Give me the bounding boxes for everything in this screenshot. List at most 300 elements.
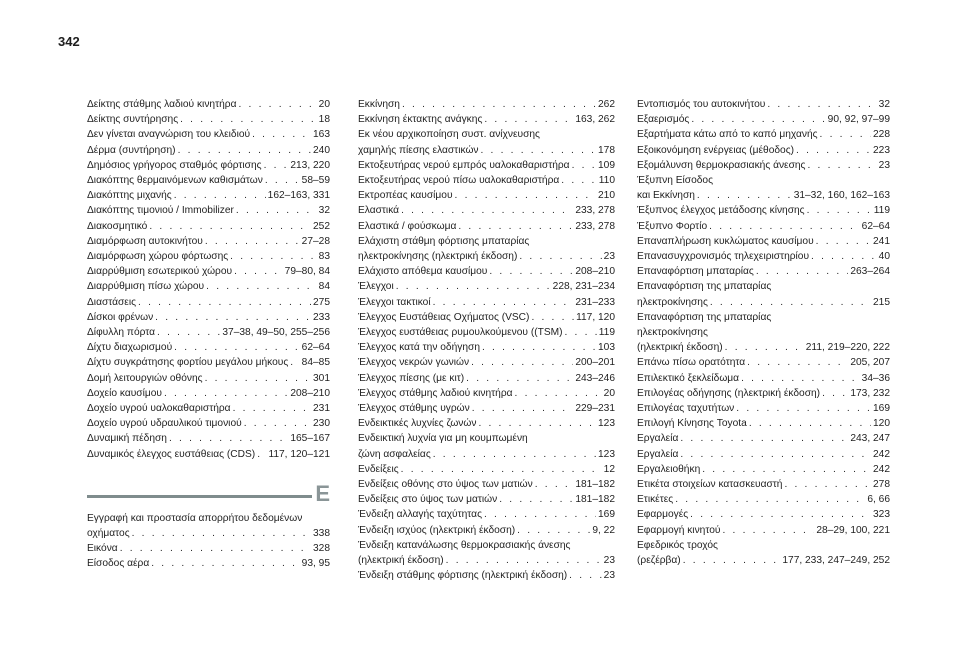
index-entry-pages: 210 bbox=[598, 190, 615, 202]
index-entry-title: Έξυπνο Φορτίο bbox=[637, 220, 708, 232]
index-entry-pages: 165–167 bbox=[290, 433, 330, 445]
index-entry bbox=[87, 188, 330, 203]
index-entry bbox=[358, 340, 615, 355]
dot-leader bbox=[290, 355, 299, 370]
index-entry bbox=[87, 541, 330, 556]
index-entry bbox=[87, 556, 330, 571]
index-entry bbox=[637, 386, 890, 401]
index-entry-pages: 215 bbox=[873, 296, 890, 308]
index-entry-pages: 181–182 bbox=[575, 494, 615, 506]
index-entry-title: Δίχτυ συγκράτησης φορτίου μεγάλου μήκους bbox=[87, 357, 289, 369]
index-entry-title: Έξυπνος έλεγχος μετάδοσης κίνησης bbox=[637, 205, 805, 217]
dot-leader bbox=[747, 355, 848, 370]
dot-leader bbox=[455, 188, 596, 203]
dot-leader bbox=[264, 158, 289, 173]
index-entry bbox=[87, 310, 330, 325]
index-entry-title: Έλεγχοι τακτικοί bbox=[358, 296, 431, 308]
index-entry-title: Δείκτης συντήρησης bbox=[87, 114, 179, 126]
index-entry bbox=[358, 219, 615, 234]
dot-leader bbox=[710, 295, 871, 310]
dot-leader bbox=[489, 264, 573, 279]
index-entry bbox=[87, 295, 330, 310]
index-entry-title: Επιλεκτικό ξεκλείδωμα bbox=[637, 372, 740, 384]
index-entry-title: Εικόνα bbox=[87, 543, 118, 555]
index-entry bbox=[358, 97, 615, 112]
index-entry bbox=[637, 158, 890, 173]
dot-leader bbox=[680, 447, 871, 462]
index-entry-pages: 241 bbox=[873, 235, 890, 247]
index-entry bbox=[637, 112, 890, 127]
dot-leader bbox=[174, 340, 300, 355]
index-entry-title: Διαρρύθμιση εσωτερικού χώρου bbox=[87, 266, 233, 278]
index-column-2 bbox=[358, 97, 615, 584]
index-entry bbox=[637, 143, 890, 158]
dot-leader bbox=[816, 234, 871, 249]
dot-leader bbox=[205, 371, 311, 386]
index-entry-continued: Εφεδρικός τροχός bbox=[637, 539, 718, 551]
index-entry-title: Εξαρτήματα κάτω από το καπό μηχανής bbox=[637, 129, 818, 141]
index-entry-title: Διακοσμητικό bbox=[87, 220, 148, 232]
dot-leader bbox=[517, 523, 590, 538]
dot-leader bbox=[396, 279, 551, 294]
index-entry bbox=[637, 462, 890, 477]
index-entry-pages: 119 bbox=[873, 205, 890, 217]
dot-leader bbox=[252, 127, 311, 142]
index-entry-title: Δείκτης στάθμης λαδιού κινητήρα bbox=[87, 99, 237, 110]
index-entry-title: Επιλογέας οδήγησης (ηλεκτρική έκδοση) bbox=[637, 387, 821, 399]
index-entry bbox=[637, 97, 890, 112]
index-entry-pages: 123 bbox=[598, 448, 615, 460]
index-entry-title: ηλεκτροκίνησης (ηλεκτρική έκδοση) bbox=[358, 251, 518, 263]
index-entry-title: Ετικέτες bbox=[637, 494, 674, 506]
dot-leader bbox=[257, 447, 266, 462]
dot-leader bbox=[178, 143, 311, 158]
index-entry-title: Έλεγχος κατά την οδήγηση bbox=[358, 342, 480, 354]
dot-leader bbox=[796, 143, 871, 158]
index-entry-pages: 117, 120–121 bbox=[268, 448, 330, 460]
index-entry-pages: 323 bbox=[873, 509, 890, 521]
index-entry-pages: 163 bbox=[313, 129, 330, 141]
index-entry-title: Επαναπλήρωση κυκλώματος καυσίμου bbox=[637, 235, 814, 247]
index-entry bbox=[358, 325, 615, 340]
dot-leader bbox=[433, 447, 596, 462]
index-entry bbox=[358, 173, 615, 188]
index-entry-title: Ένδειξη στάθμης φόρτισης (ηλεκτρική έκδοση) bbox=[358, 570, 568, 582]
index-entry bbox=[637, 416, 890, 431]
dot-leader bbox=[820, 127, 871, 142]
index-entry bbox=[637, 477, 890, 492]
index-entry-pages: 83 bbox=[318, 251, 330, 263]
index-entry-pages: 90, 92, 97–99 bbox=[827, 114, 890, 126]
index-entry-pages: 243–246 bbox=[575, 372, 615, 384]
index-entry bbox=[358, 371, 615, 386]
dot-leader bbox=[205, 234, 300, 249]
index-entry bbox=[637, 523, 890, 538]
index-entry-pages: 120 bbox=[873, 418, 890, 430]
index-entry-pages: 223 bbox=[873, 144, 890, 156]
index-entry-title: Εξαερισμός bbox=[637, 114, 690, 126]
dot-leader bbox=[120, 541, 311, 556]
dot-leader bbox=[233, 401, 311, 416]
index-entry-pages: 18 bbox=[318, 114, 330, 126]
index-entry-continued: Έξυπνη Είσοδος bbox=[637, 175, 713, 187]
index-entry-pages: 37–38, 49–50, 255–256 bbox=[222, 327, 330, 339]
dot-leader bbox=[697, 188, 792, 203]
index-entry bbox=[358, 355, 615, 370]
index-entry-title: Εξοικονόμηση ενέργειας (μέθοδος) bbox=[637, 144, 795, 156]
index-entry-title: Δυναμική πέδηση bbox=[87, 433, 167, 445]
dot-leader bbox=[484, 112, 573, 127]
index-entry-title: Ετικέτα στοιχείων κατασκευαστή bbox=[637, 479, 783, 491]
index-entry-pages: 23 bbox=[603, 570, 615, 582]
dot-leader bbox=[691, 112, 825, 127]
index-entry-title: (ηλεκτρική έκδοση) bbox=[637, 342, 723, 354]
index-entry-pages: 177, 233, 247–249, 252 bbox=[782, 555, 890, 567]
index-entry-pages: 109 bbox=[598, 159, 615, 171]
index-entry-title: Δέρμα (συντήρηση) bbox=[87, 144, 176, 156]
index-entry bbox=[87, 97, 330, 112]
index-entry bbox=[87, 279, 330, 294]
index-entry-pages: 31–32, 160, 162–163 bbox=[793, 190, 890, 202]
dot-leader bbox=[180, 112, 317, 127]
index-entry-pages: 110 bbox=[598, 175, 615, 187]
dot-leader bbox=[151, 556, 299, 571]
index-entry-title: (ηλεκτρική έκδοση) bbox=[358, 555, 444, 567]
dot-leader bbox=[519, 249, 601, 264]
dot-leader bbox=[722, 523, 814, 538]
index-entry-pages: 243, 247 bbox=[850, 433, 890, 445]
index-entry bbox=[87, 526, 330, 541]
index-entry-title: Εργαλεία bbox=[637, 448, 679, 460]
index-entry-title: Έλεγχος πίεσης (με κιτ) bbox=[358, 372, 465, 384]
index-entry-title: Εργαλειοθήκη bbox=[637, 463, 701, 475]
index-entry bbox=[637, 492, 890, 507]
index-entry bbox=[358, 462, 615, 477]
index-entry-pages: 27–28 bbox=[301, 235, 330, 247]
index-entry bbox=[87, 112, 330, 127]
index-entry-continued: Εκ νέου αρχικοποίηση συστ. ανίχνευσης bbox=[358, 129, 540, 141]
dot-leader bbox=[402, 97, 596, 112]
index-entry-title: Δημόσιος γρήγορος σταθμός φόρτισης bbox=[87, 159, 262, 171]
index-entry-title: Εφαρμογή κινητού bbox=[637, 524, 721, 536]
dot-leader bbox=[482, 340, 596, 355]
index-entry-pages: 301 bbox=[313, 372, 330, 384]
index-entry-pages: 275 bbox=[313, 296, 330, 308]
index-entry-title: Έλεγχος στάθμης λαδιού κινητήρα bbox=[358, 387, 513, 399]
index-entry bbox=[358, 523, 615, 538]
dot-leader bbox=[702, 462, 871, 477]
dot-leader bbox=[784, 477, 871, 492]
index-entry-title: Εφαρμογές bbox=[637, 509, 689, 521]
dot-leader bbox=[433, 295, 574, 310]
index-entry bbox=[87, 431, 330, 446]
index-entry-title: Διαστάσεις bbox=[87, 296, 137, 308]
index-entry bbox=[358, 279, 615, 294]
index-entry-pages: 213, 220 bbox=[290, 159, 330, 171]
index-entry-pages: 242 bbox=[873, 463, 890, 475]
index-entry-pages: 262 bbox=[598, 99, 615, 110]
dot-leader bbox=[234, 264, 283, 279]
index-entry-title: οχήματος bbox=[87, 528, 130, 540]
index-entry-title: Ένδειξη ισχύος (ηλεκτρική έκδοση) bbox=[358, 524, 516, 536]
index-entry-pages: 28–29, 100, 221 bbox=[816, 524, 890, 536]
index-entry-pages: 84 bbox=[318, 281, 330, 293]
index-entry bbox=[358, 507, 615, 522]
index-entry-title: Δεν γίνεται αναγνώριση του κλειδιού bbox=[87, 129, 251, 141]
index-entry-pages: 32 bbox=[318, 205, 330, 217]
index-entry-pages: 32 bbox=[878, 99, 890, 110]
index-entry-pages: 181–182 bbox=[575, 479, 615, 491]
index-entry-pages: 205, 207 bbox=[850, 357, 890, 369]
dot-leader bbox=[206, 279, 317, 294]
index-entry-pages: 6, 66 bbox=[867, 494, 890, 506]
dot-leader bbox=[515, 386, 602, 401]
index-entry-title: Διακόπτης θερμαινόμενων καθισμάτων bbox=[87, 175, 263, 187]
index-entry-title: Είσοδος αέρα bbox=[87, 558, 150, 570]
index-entry-title: Ενδεικτικές λυχνίες ζωνών bbox=[358, 418, 477, 430]
index-entry bbox=[87, 203, 330, 218]
dot-leader bbox=[174, 188, 266, 203]
index-entry-pages: 338 bbox=[313, 528, 330, 540]
dot-leader bbox=[238, 97, 316, 112]
dot-leader bbox=[535, 477, 574, 492]
index-entry-title: Επαναφόρτιση μπαταρίας bbox=[637, 266, 754, 278]
index-entry bbox=[358, 112, 615, 127]
dot-leader bbox=[807, 203, 872, 218]
dot-leader bbox=[725, 340, 804, 355]
index-entry bbox=[87, 127, 330, 142]
index-entry-pages: 278 bbox=[873, 479, 890, 491]
section-letter-header bbox=[87, 481, 330, 509]
index-entry-title: Εντοπισμός του αυτοκινήτου bbox=[637, 99, 766, 110]
dot-leader bbox=[683, 553, 781, 568]
index-entry bbox=[358, 477, 615, 492]
index-entry-pages: 169 bbox=[873, 403, 890, 415]
index-entry bbox=[358, 310, 615, 325]
index-entry-pages: 230 bbox=[313, 418, 330, 430]
dot-leader bbox=[499, 492, 573, 507]
index-entry-title: Ελάχιστο απόθεμα καυσίμου bbox=[358, 266, 488, 278]
index-entry-title: Δίφυλλη πόρτα bbox=[87, 327, 156, 339]
dot-leader bbox=[478, 416, 596, 431]
dot-leader bbox=[466, 371, 573, 386]
index-entry bbox=[358, 386, 615, 401]
index-entry bbox=[87, 158, 330, 173]
dot-leader bbox=[446, 553, 602, 568]
index-entry-title: Επάνω πίσω ορατότητα bbox=[637, 357, 746, 369]
dot-leader bbox=[472, 401, 574, 416]
index-entry bbox=[637, 553, 890, 568]
index-entry-pages: 34–36 bbox=[861, 372, 890, 384]
page-number: 342 bbox=[58, 34, 80, 49]
index-entry-pages: 58–59 bbox=[301, 175, 330, 187]
index-entry-pages: 208–210 bbox=[290, 387, 330, 399]
index-entry-pages: 242 bbox=[873, 448, 890, 460]
index-entry-title: ζώνη ασφαλείας bbox=[358, 448, 431, 460]
index-entry-pages: 233 bbox=[313, 311, 330, 323]
index-entry bbox=[637, 401, 890, 416]
index-entry-pages: 40 bbox=[878, 251, 890, 263]
index-entry-pages: 178 bbox=[598, 144, 615, 156]
index-entry-title: και Εκκίνηση bbox=[637, 190, 695, 202]
dot-leader bbox=[149, 219, 311, 234]
index-entry-pages: 263–264 bbox=[850, 266, 890, 278]
index-entry-pages: 117, 120 bbox=[576, 311, 615, 323]
index-entry-pages: 93, 95 bbox=[301, 558, 330, 570]
index-entry bbox=[87, 416, 330, 431]
index-entry-pages: 20 bbox=[318, 99, 330, 110]
dot-leader bbox=[767, 97, 876, 112]
index-entry bbox=[358, 568, 615, 583]
index-entry-title: Διαρρύθμιση πίσω χώρου bbox=[87, 281, 205, 293]
dot-leader bbox=[531, 310, 574, 325]
index-entry-title: Επανασυγχρονισμός τηλεχειριστηρίου bbox=[637, 251, 810, 263]
index-entry bbox=[637, 340, 890, 355]
index-entry bbox=[87, 264, 330, 279]
index-entry-title: Ενδείξεις οθόνης στο ύψος των ματιών bbox=[358, 479, 533, 491]
section-divider bbox=[87, 495, 312, 498]
index-entry-pages: 20 bbox=[603, 387, 615, 399]
index-entry-title: χαμηλής πίεσης ελαστικών bbox=[358, 144, 479, 156]
index-entry-pages: 228 bbox=[873, 129, 890, 141]
index-entry-pages: 12 bbox=[603, 463, 615, 475]
index-entry-pages: 23 bbox=[603, 555, 615, 567]
index-entry bbox=[637, 203, 890, 218]
index-entry-title: Έλεγχος ευστάθειας ρυμουλκούμενου ((TSM) bbox=[358, 327, 563, 339]
index-entry bbox=[358, 553, 615, 568]
index-entry-title: Ένδειξη αλλαγής ταχύτητας bbox=[358, 509, 482, 521]
index-entry bbox=[358, 416, 615, 431]
index-entry bbox=[358, 249, 615, 264]
dot-leader bbox=[811, 249, 877, 264]
index-entry-title: Δυναμικός έλεγχος ευστάθειας (CDS) bbox=[87, 448, 256, 460]
index-entry-continued: Ενδεικτική λυχνία για μη κουμπωμένη bbox=[358, 433, 528, 445]
index-entry-title: Ελαστικά / φούσκωμα bbox=[358, 220, 457, 232]
index-entry-title: Ελαστικά bbox=[358, 205, 400, 217]
index-entry-pages: 240 bbox=[313, 144, 330, 156]
index-entry-title: Έλεγχος νεκρών γωνιών bbox=[358, 357, 470, 369]
index-entry-title: Έλεγχος στάθμης υγρών bbox=[358, 403, 470, 415]
dot-leader bbox=[236, 203, 317, 218]
index-entry-title: Ενδείξεις bbox=[358, 463, 399, 475]
index-entry-title: Εκκίνηση έκτακτης ανάγκης bbox=[358, 114, 483, 126]
index-entry-title: Εργαλεία bbox=[637, 433, 679, 445]
index-entry-pages: 103 bbox=[598, 342, 615, 354]
index-entry-title: Δοχείο υγρού υδραυλικού τιμονιού bbox=[87, 418, 242, 430]
index-entry-pages: 163, 262 bbox=[575, 114, 615, 126]
index-entry bbox=[637, 295, 890, 310]
index-entry bbox=[637, 431, 890, 446]
index-entry bbox=[637, 234, 890, 249]
index-entry-title: Εκτοξευτήρας νερού εμπρός υαλοκαθαριστήρα bbox=[358, 159, 570, 171]
index-entry bbox=[637, 249, 890, 264]
dot-leader bbox=[401, 203, 573, 218]
index-entry bbox=[87, 173, 330, 188]
index-entry-continued: Εγγραφή και προστασία απορρήτου δεδομένων bbox=[87, 512, 303, 524]
index-entry bbox=[87, 386, 330, 401]
index-column-1 bbox=[87, 97, 330, 572]
index-entry-pages: 211, 219–220, 222 bbox=[805, 342, 890, 354]
index-entry-pages: 328 bbox=[313, 543, 330, 555]
index-entry-title: Δοχείο υγρού υαλοκαθαριστήρα bbox=[87, 403, 231, 415]
index-entry bbox=[637, 188, 890, 203]
index-entry-title: Εκκίνηση bbox=[358, 99, 400, 110]
index-entry bbox=[637, 219, 890, 234]
index-entry-continued: Επαναφόρτιση της μπαταρίας bbox=[637, 311, 772, 323]
dot-leader bbox=[484, 507, 596, 522]
index-entry-pages: 119 bbox=[598, 327, 615, 339]
index-entry bbox=[358, 295, 615, 310]
index-entry bbox=[637, 447, 890, 462]
dot-leader bbox=[569, 568, 601, 583]
index-entry bbox=[358, 158, 615, 173]
index-entry-pages: 173, 232 bbox=[850, 387, 890, 399]
index-entry-title: Δοχείο καυσίμου bbox=[87, 387, 162, 399]
index-entry bbox=[637, 371, 890, 386]
index-entry-title: Δίσκοι φρένων bbox=[87, 311, 154, 323]
index-entry-title: Επιλογή Κίνησης Toyota bbox=[637, 418, 747, 430]
index-entry-pages: 62–64 bbox=[301, 342, 330, 354]
dot-leader bbox=[565, 325, 597, 340]
index-entry bbox=[637, 127, 890, 142]
index-entry-pages: 208–210 bbox=[575, 266, 615, 278]
index-entry bbox=[87, 234, 330, 249]
index-entry-title: Διακόπτης μιχανής bbox=[87, 190, 172, 202]
index-entry-pages: 169 bbox=[598, 509, 615, 521]
index-entry-pages: 162–163, 331 bbox=[267, 190, 330, 202]
dot-leader bbox=[138, 295, 311, 310]
dot-leader bbox=[675, 492, 865, 507]
index-entry bbox=[87, 340, 330, 355]
index-entry-pages: 252 bbox=[313, 220, 330, 232]
index-entry-title: Επιλογέας ταχυτήτων bbox=[637, 403, 735, 415]
index-entry-title: ηλεκτροκίνησης bbox=[637, 296, 708, 308]
index-entry-pages: 23 bbox=[603, 251, 615, 263]
index-entry bbox=[358, 447, 615, 462]
index-entry-pages: 23 bbox=[878, 159, 890, 171]
index-entry-pages: 200–201 bbox=[575, 357, 615, 369]
dot-leader bbox=[471, 355, 573, 370]
index-entry-pages: 79–80, 84 bbox=[284, 266, 330, 278]
index-entry-pages: 123 bbox=[598, 418, 615, 430]
index-entry bbox=[358, 143, 615, 158]
index-entry-title: Έλεγχοι bbox=[358, 281, 394, 293]
index-entry-pages: 233, 278 bbox=[575, 205, 615, 217]
section-letter: Ε bbox=[313, 481, 330, 507]
index-entry bbox=[358, 188, 615, 203]
index-entry bbox=[87, 143, 330, 158]
index-entry-pages: 231–233 bbox=[575, 296, 615, 308]
index-entry-continued: ηλεκτροκίνησης bbox=[637, 327, 708, 339]
dot-leader bbox=[822, 386, 848, 401]
dot-leader bbox=[756, 264, 849, 279]
index-entry bbox=[87, 249, 330, 264]
dot-leader bbox=[736, 401, 871, 416]
index-entry-title: Διαμόρφωση αυτοκινήτου bbox=[87, 235, 203, 247]
index-entry-title: Διακόπτης τιμονιού / Immobilizer bbox=[87, 205, 234, 217]
dot-leader bbox=[244, 416, 311, 431]
dot-leader bbox=[749, 416, 871, 431]
index-entry bbox=[358, 401, 615, 416]
index-entry-pages: 228, 231–234 bbox=[552, 281, 615, 293]
index-entry bbox=[87, 371, 330, 386]
index-entry-title: Διαμόρφωση χώρου φόρτωσης bbox=[87, 251, 229, 263]
dot-leader bbox=[155, 310, 311, 325]
index-entry bbox=[87, 355, 330, 370]
dot-leader bbox=[164, 386, 288, 401]
index-entry-continued: Επαναφόρτιση της μπαταρίας bbox=[637, 281, 772, 293]
dot-leader bbox=[561, 173, 596, 188]
